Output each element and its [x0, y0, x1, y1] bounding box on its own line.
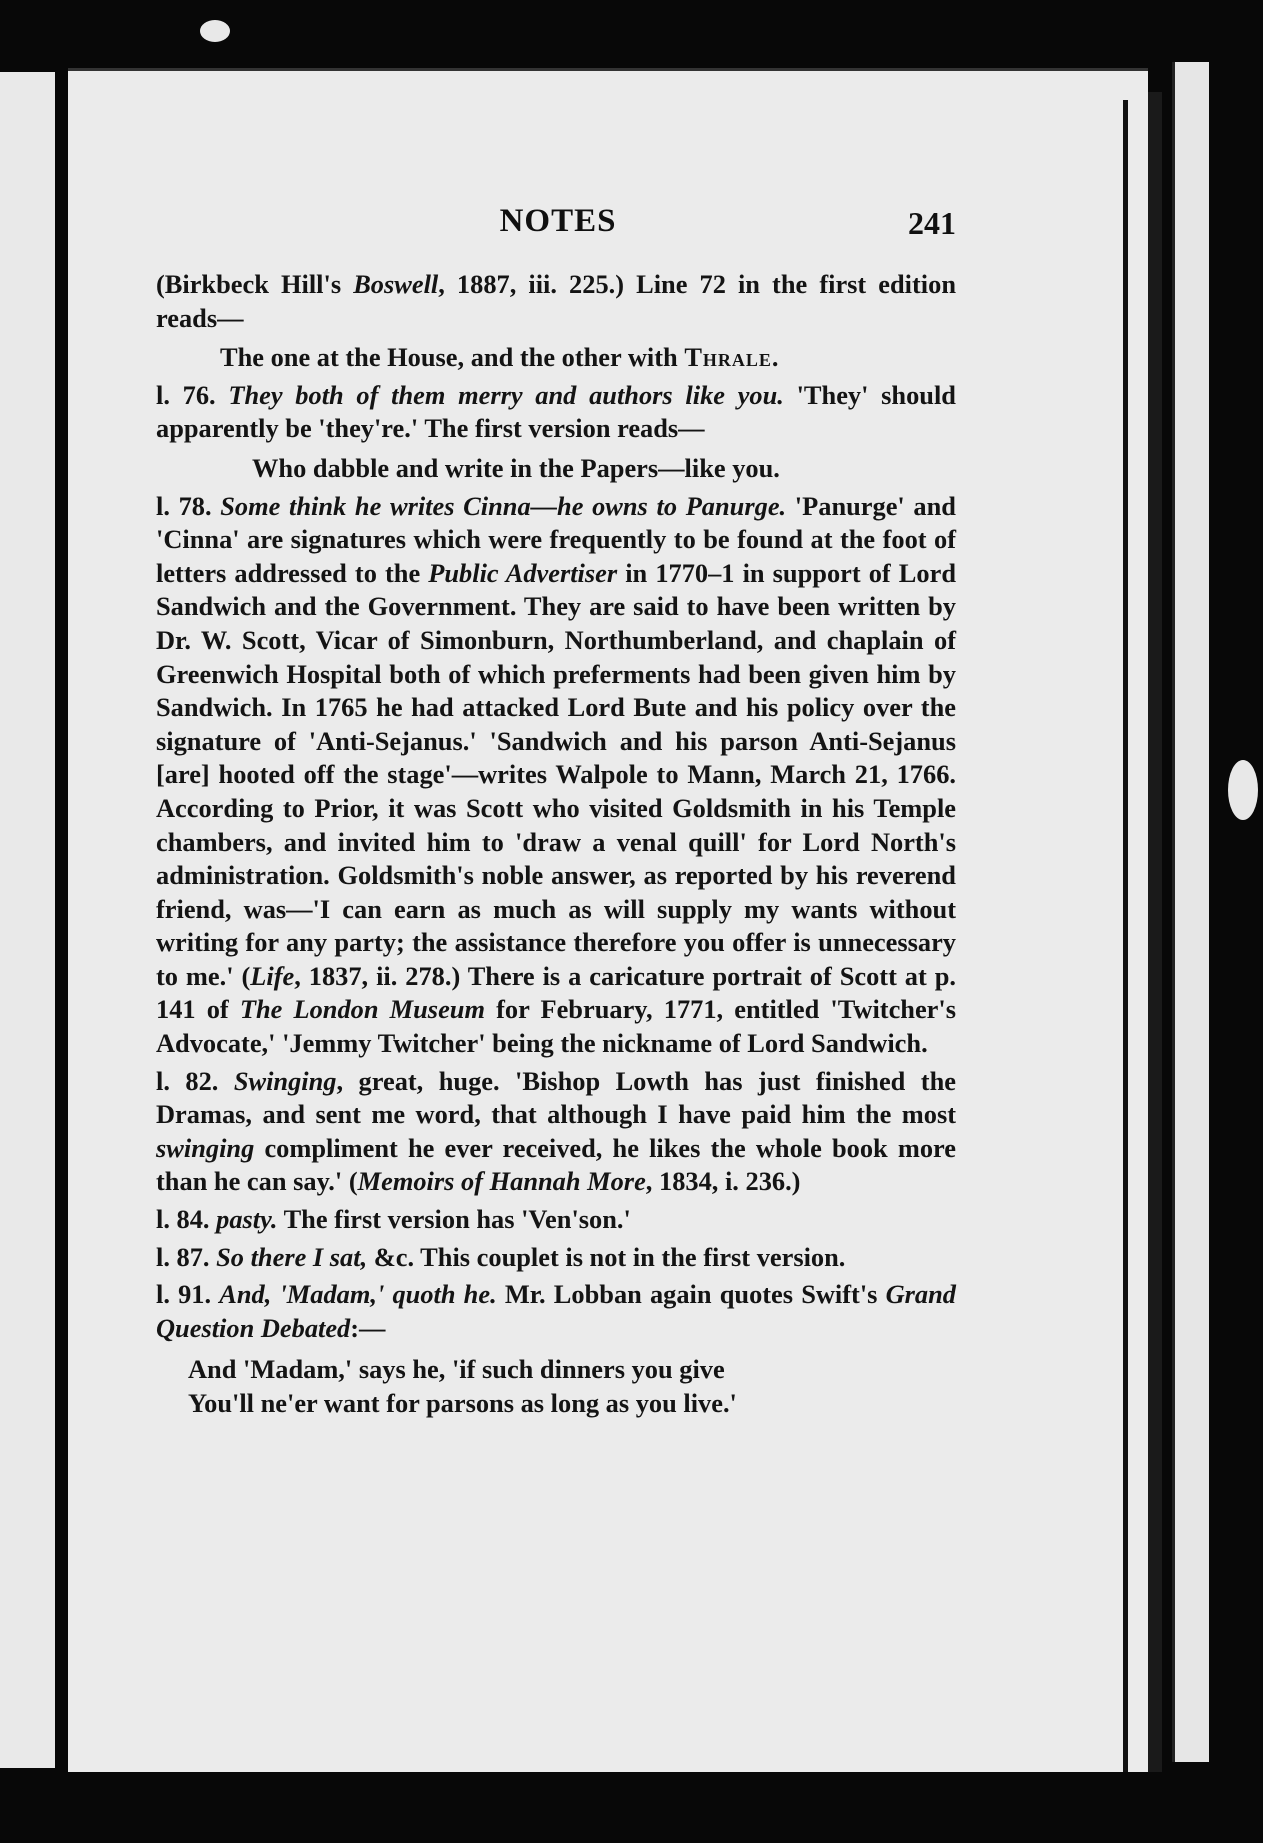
note-lemma: pasty. — [216, 1204, 278, 1235]
note-line-91 — [156, 1278, 956, 1345]
running-head: NOTES — [499, 203, 617, 239]
paragraph-continuation — [156, 268, 956, 335]
note-reference: l. 87. — [156, 1241, 217, 1272]
note-lemma: And, 'Madam,' quoth he. — [219, 1279, 497, 1310]
text-run: (Birkbeck Hill's — [156, 269, 354, 299]
verse-line: And 'Madam,' says he, 'if such dinners you give — [188, 1354, 725, 1385]
scan-speck — [1228, 760, 1258, 820]
note-text: 'Panurge' and 'Cinna' are signatures which were frequently to be found at the foot of letters addressed to the — [156, 490, 956, 588]
note-lemma: Some think he writes Cinna—he owns to Panurge. — [220, 490, 787, 521]
note-reference: l. 91. — [156, 1279, 220, 1310]
italic-title: The London Museum — [239, 994, 485, 1025]
note-line-87 — [156, 1241, 956, 1275]
note-line-84 — [156, 1203, 956, 1237]
note-text: in 1770–1 in support of Lord Sandwich and the Government. They are said to have been written by Dr. W. Scott, Vicar of Simonburn, Northumberland, and chaplain of Greenwich Hospital both of which preferments had been given him by Sandwich. In 1765 he had attacked Lord Bute and his policy over the signature of 'Anti-Sejanus.' 'Sandwich and his parson Anti-Sejanus [are] hooted off the stage'—writes Walpole to Mann, March 21, 1766. According to Prior, it was Scott who visited Goldsmith in his Temple chambers, and invited him to 'draw a venal quill' for Lord North's administration. Goldsmith's noble answer, as reported by his reverend friend, was—'I can earn as much as will supply my wants without writing for any party; the assistance therefore you offer is unnecessary to me.' ( — [156, 557, 956, 991]
note-text: for February, 1771, entitled 'Twitcher's Advocate,' 'Jemmy Twitcher' being the nickname of Lord Sandwich. — [156, 994, 956, 1059]
note-lemma: They both of them merry and authors like you. — [228, 379, 784, 410]
italic-title: Public Advertiser — [428, 557, 618, 588]
note-text: &c. This couplet is not in the first version. — [367, 1241, 846, 1272]
verse-line: You'll ne'er want for parsons as long as you live.' — [188, 1388, 737, 1418]
note-line-76 — [156, 379, 956, 446]
note-reference: l. 76. — [156, 379, 229, 410]
italic-title: Boswell — [353, 269, 439, 299]
text-run: , 1887, iii. 225.) Line 72 in the first edition reads— — [156, 269, 957, 333]
small-caps-name: Thrale. — [684, 342, 780, 373]
page-header — [160, 203, 956, 249]
italic-title: Memoirs of Hannah More — [357, 1166, 646, 1197]
note-text: :— — [350, 1312, 386, 1343]
scan-speck — [200, 20, 230, 42]
italic-title: Grand Question Debated — [156, 1279, 956, 1343]
verse-text: The one at the House, and the other with — [220, 342, 685, 373]
note-text: , great, huge. 'Bishop Lowth has just finished the Dramas, and sent me word, that although I have paid him the most — [156, 1065, 956, 1130]
note-line-82 — [156, 1065, 956, 1199]
italic-word: swinging — [156, 1132, 255, 1163]
note-lemma: So there I sat, — [216, 1241, 368, 1272]
note-text: 'They' should apparently be 'they're.' The first version reads— — [156, 379, 956, 444]
page-frame-line — [1123, 100, 1128, 1772]
note-reference: l. 82. — [156, 1065, 234, 1096]
page-body — [156, 268, 956, 1425]
verse-quote — [156, 1353, 956, 1420]
note-text: , 1837, ii. 278.) There is a caricature portrait of Scott at p. 141 of — [156, 960, 956, 1025]
note-reference: l. 78. — [156, 490, 221, 521]
note-reference: l. 84. — [156, 1204, 217, 1235]
note-text: compliment he ever received, he likes the whole book more than he can say.' ( — [156, 1132, 956, 1197]
italic-title: Life — [250, 960, 295, 991]
note-line-78 — [156, 490, 956, 1061]
adjacent-page-right — [1172, 62, 1209, 1762]
note-lemma: Swinging — [233, 1065, 337, 1096]
adjacent-page-left — [0, 72, 55, 1768]
verse-quote — [156, 341, 956, 375]
note-text: , 1834, i. 236.) — [645, 1166, 801, 1197]
page-number: 241 — [908, 205, 956, 241]
page-edge-shadow — [1148, 92, 1162, 1772]
note-text: Mr. Lobban again quotes Swift's — [496, 1279, 886, 1310]
verse-quote: Who dabble and write in the Papers—like you. — [252, 452, 780, 483]
note-text: The first version has 'Ven'son.' — [277, 1204, 631, 1235]
